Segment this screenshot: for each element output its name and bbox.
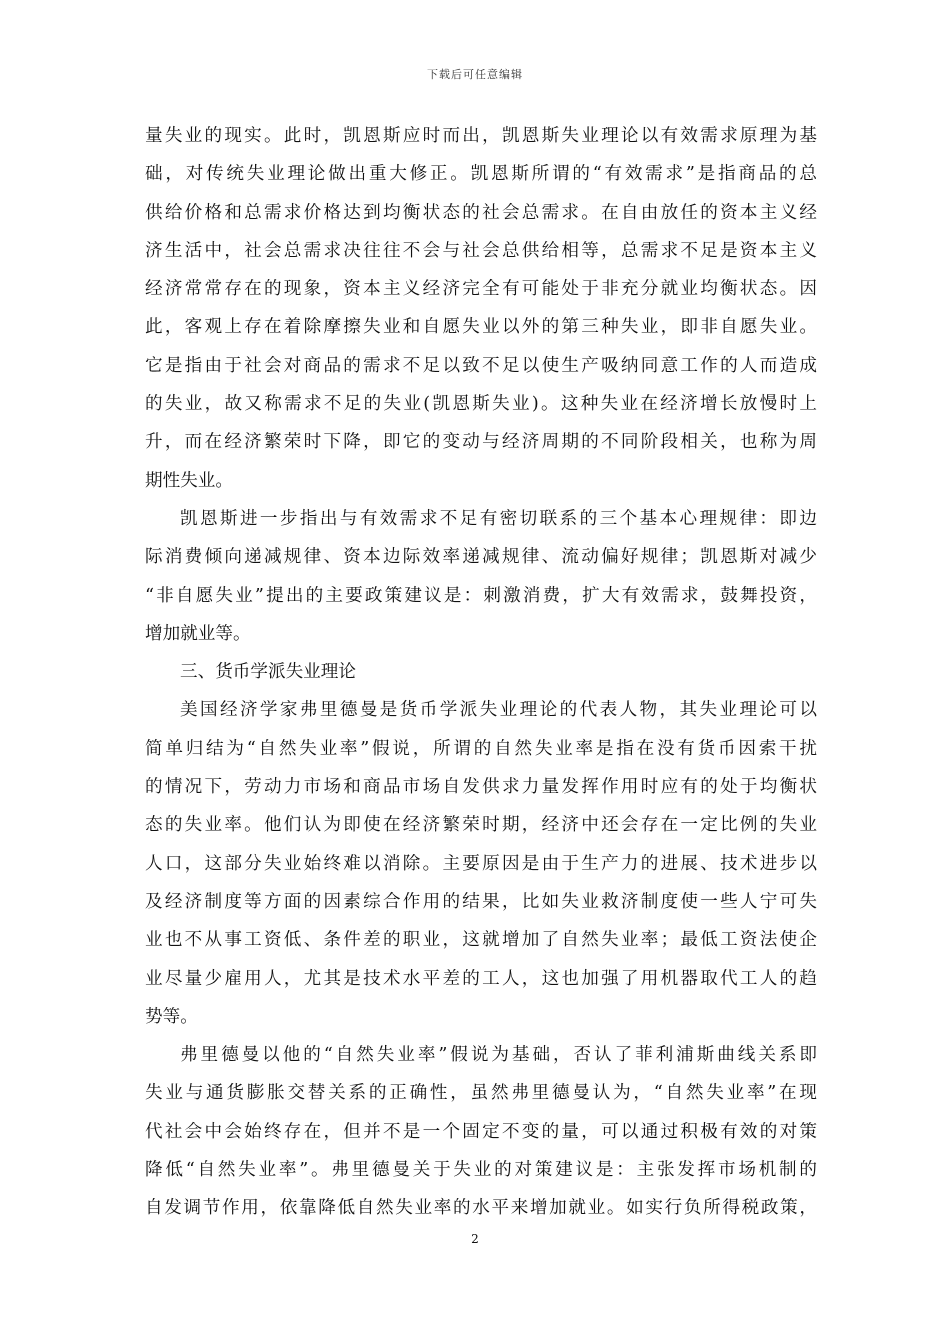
page-header: 下载后可任意编辑 [427, 68, 523, 81]
text-line: 简单归结为“自然失业率”假说，所谓的自然失业率是指在没有货币因索干扰 [145, 738, 817, 759]
text-line: 人口，这部分失业始终难以消除。主要原因是由于生产力的进展、技术进步以 [145, 853, 817, 874]
text-line: 降低“自然失业率”。弗里德曼关于失业的对策建议是：主张发挥市场机制的 [145, 1160, 817, 1181]
text-line: 及经济制度等方面的因素综合作用的结果，比如失业救济制度使一些人宁可失 [145, 891, 817, 912]
paragraph-first-line: 凯恩斯进一步指出与有效需求不足有密切联系的三个基本心理规律：即边 [180, 508, 817, 529]
page-number: 2 [471, 1232, 479, 1246]
text-line: 供给价格和总需求价格达到均衡状态的社会总需求。在自由放任的资本主义经 [145, 202, 817, 223]
text-line: 它是指由于社会对商品的需求不足以致不足以使生产吸纳同意工作的人而造成 [145, 355, 817, 376]
text-line: 态的失业率。他们认为即使在经济繁荣时期，经济中还会存在一定比例的失业 [145, 815, 817, 836]
text-line: 增加就业等。 [145, 623, 251, 644]
text-line: 济生活中，社会总需求决往往不会与社会总供给相等，总需求不足是资本主义 [145, 240, 817, 261]
text-line: 自发调节作用，依靠降低自然失业率的水平来增加就业。如实行负所得税政策， [145, 1198, 817, 1219]
text-line: 际消费倾向递减规律、资本边际效率递减规律、流动偏好规律；凯恩斯对减少 [145, 547, 817, 568]
text-line: “非自愿失业”提出的主要政策建议是：刺激消费，扩大有效需求，鼓舞投资， [145, 585, 817, 606]
text-line: 的失业，故又称需求不足的失业(凯恩斯失业)。这种失业在经济增长放慢时上 [145, 394, 817, 415]
paragraph-first-line: 美国经济学家弗里德曼是货币学派失业理论的代表人物，其失业理论可以 [180, 700, 817, 721]
text-line: 此，客观上存在着除摩擦失业和自愿失业以外的第三种失业，即非自愿失业。 [145, 317, 817, 338]
document-body [145, 117, 817, 1228]
text-line: 量失业的现实。此时，凯恩斯应时而出，凯恩斯失业理论以有效需求原理为基 [145, 126, 817, 146]
text-line: 代社会中会始终存在，但并不是一个固定不变的量，可以通过积极有效的对策 [145, 1121, 817, 1142]
text-line: 期性失业。 [145, 470, 233, 491]
paragraph-first-line: 弗里德曼以他的“自然失业率”假说为基础，否认了菲利浦斯曲线关系即 [180, 1045, 817, 1066]
section-heading: 三、货币学派失业理论 [180, 662, 356, 683]
text-line: 升，而在经济繁荣时下降，即它的变动与经济周期的不同阶段相关，也称为周 [145, 432, 817, 453]
text-line: 业尽量少雇用人，尤其是技术水平差的工人，这也加强了用机器取代工人的趋 [145, 968, 817, 989]
text-line: 经济常常存在的现象，资本主义经济完全有可能处于非充分就业均衡状态。因 [145, 279, 817, 300]
text-line: 的情况下，劳动力市场和商品市场自发供求力量发挥作用时应有的处于均衡状 [145, 777, 817, 798]
text-line: 础，对传统失业理论做出重大修正。凯恩斯所谓的“有效需求”是指商品的总 [145, 164, 817, 185]
text-line: 业也不从事工资低、条件差的职业，这就增加了自然失业率；最低工资法使企 [145, 930, 817, 951]
text-line: 势等。 [145, 1006, 198, 1027]
text-line: 失业与通货膨胀交替关系的正确性，虽然弗里德曼认为，“自然失业率”在现 [145, 1083, 817, 1104]
